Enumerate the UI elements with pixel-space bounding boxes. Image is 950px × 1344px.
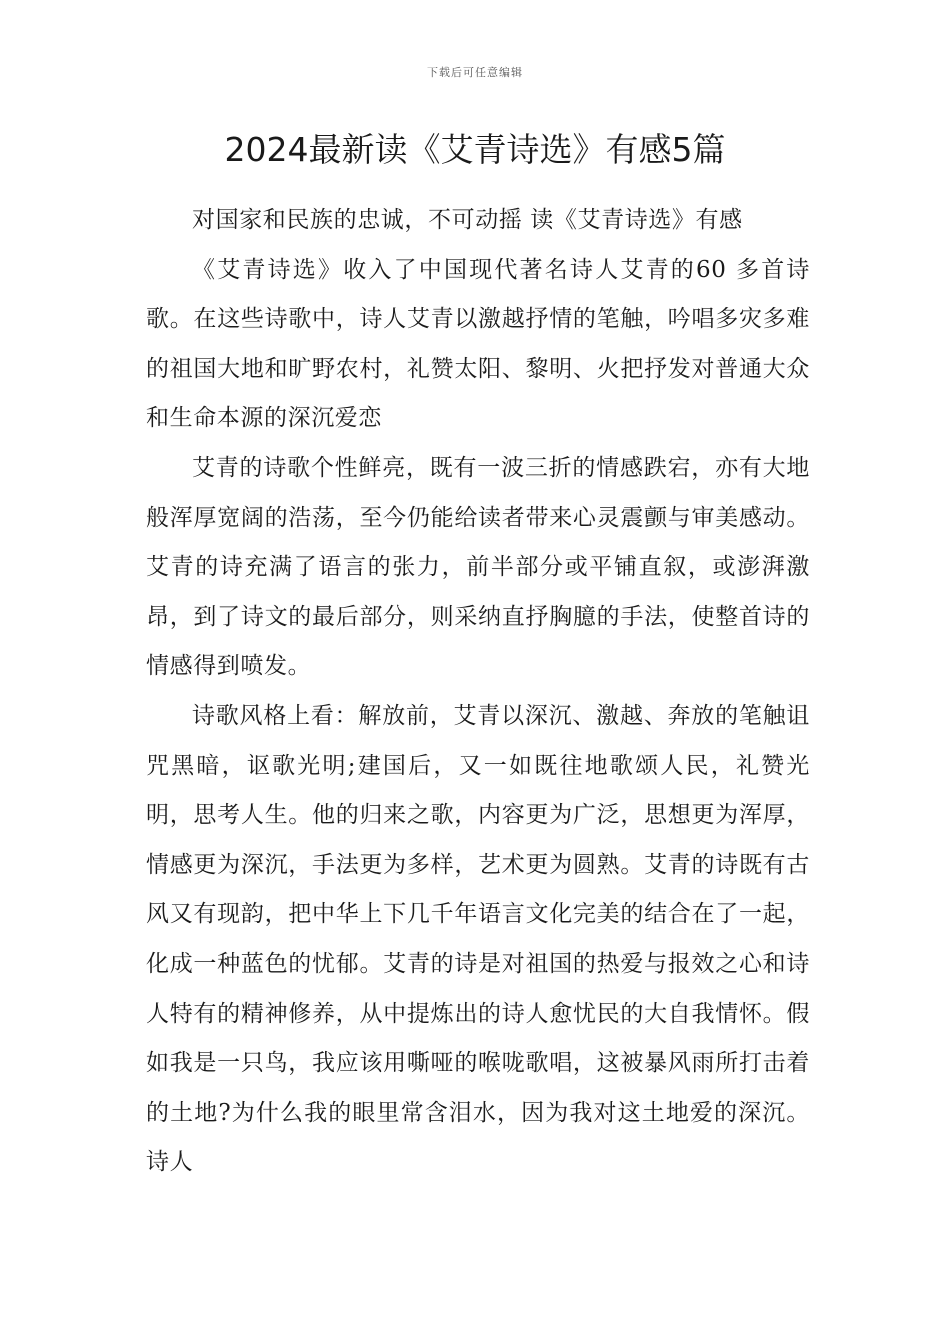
header-note: 下载后可任意编辑 [427, 66, 523, 79]
document-body [146, 196, 810, 1188]
paragraph-subtitle: 对国家和民族的忠诚，不可动摇 读《艾青诗选》有感 [192, 207, 743, 233]
document-title: 2024最新读《艾青诗选》有感5篇 [224, 130, 726, 169]
paragraph: 《艾青诗选》收入了中国现代著名诗人艾青的60 多首诗歌。在这些诗歌中，诗人艾青以激越抒情的笔触，吟唱多灾多难的祖国大地和旷野农村，礼赞太阳、黎明、火把抒发对普通大众和生命本源的深沉爱恋 [146, 256, 810, 432]
paragraph: 诗歌风格上看：解放前，艾青以深沉、激越、奔放的笔触诅咒黑暗，讴歌光明;建国后，又一如既往地歌颂人民，礼赞光明，思考人生。他的归来之歌，内容更为广泛，思想更为浑厚，情感更为深沉，手法更为多样，艺术更为圆熟。艾青的诗既有古风又有现韵，把中华上下几千年语言文化完美的结合在了一起，化成一种蓝色的忧郁。艾青的诗是对祖国的热爱与报效之心和诗人特有的精神修养，从中提炼出的诗人愈忧民的大自我情怀。假如我是一只鸟，我应该用嘶哑的喉咙歌唱，这被暴风雨所打击着的土地?为什么我的眼里常含泪水，因为我对这土地爱的深沉。诗人 [146, 702, 810, 1176]
paragraph: 艾青的诗歌个性鲜亮，既有一波三折的情感跌宕，亦有大地般浑厚宽阔的浩荡，至今仍能给读者带来心灵震颤与审美感动。艾青的诗充满了语言的张力，前半部分或平铺直叙，或澎湃激昂，到了诗文的最后部分，则采纳直抒胸臆的手法，使整首诗的情感得到喷发。 [146, 454, 810, 680]
